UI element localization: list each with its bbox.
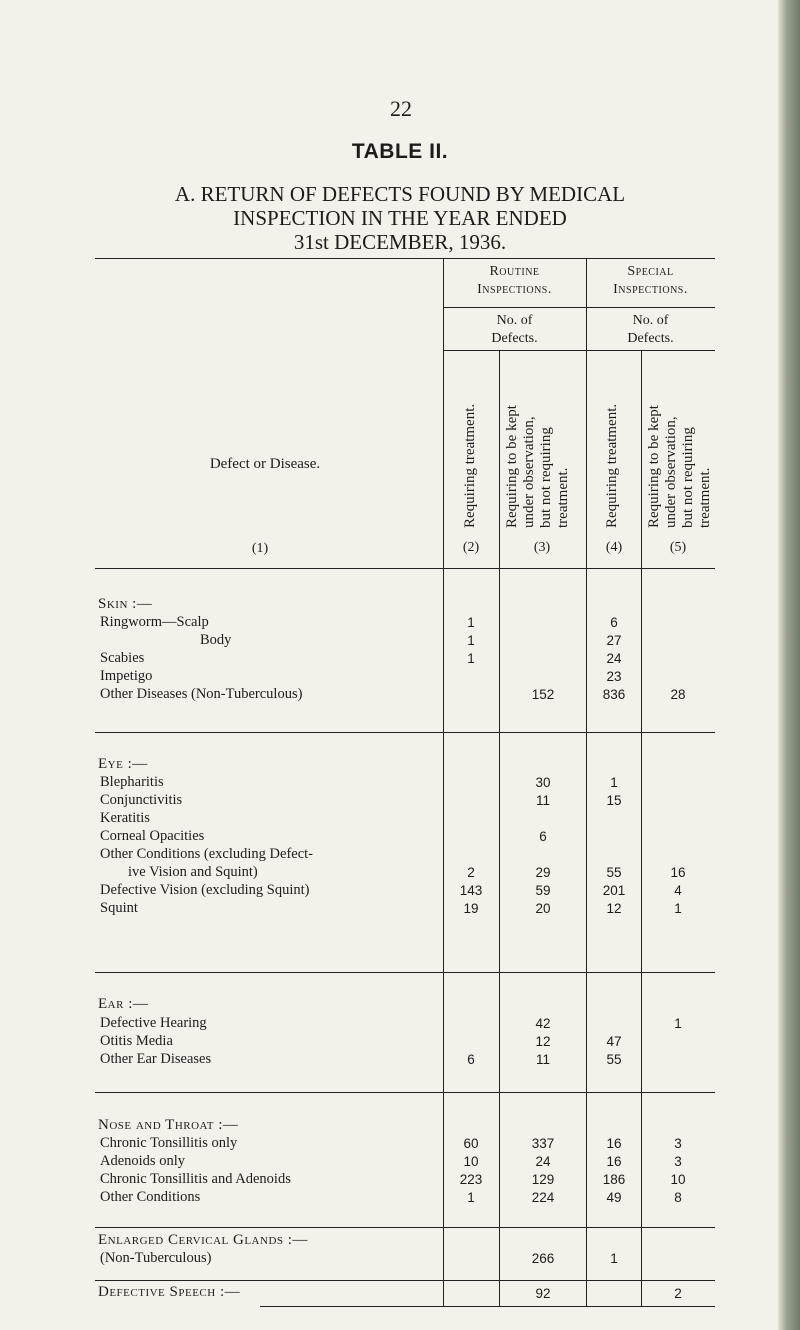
cell-c4: 27 xyxy=(606,633,622,648)
cell-c3: 24 xyxy=(535,1154,551,1169)
cell-c4: 1 xyxy=(610,775,618,790)
cell-c4: 55 xyxy=(606,865,622,880)
row-label: Scabies xyxy=(100,650,145,666)
cell-c5: 3 xyxy=(674,1136,682,1151)
cell-c5: 3 xyxy=(674,1154,682,1169)
row-label: Conjunctivitis xyxy=(100,792,183,808)
cell-c3: 129 xyxy=(531,1172,555,1187)
cell-c4: 15 xyxy=(606,793,622,808)
special-no-of: No. of xyxy=(632,313,669,328)
col-5-header-line-4: treatment. xyxy=(697,467,713,528)
subgroup-rule xyxy=(443,350,715,351)
cell-c4: 836 xyxy=(602,687,626,702)
col-2-number: (2) xyxy=(462,540,480,555)
cell-c2: 1 xyxy=(467,633,475,648)
heading-line-3: 31st DECEMBER, 1936. xyxy=(293,230,507,254)
row-label: Other Ear Diseases xyxy=(100,1051,212,1067)
cell-c2: 19 xyxy=(463,901,479,916)
routine-header-1: Routine xyxy=(489,264,540,279)
cell-c3: 152 xyxy=(531,687,555,702)
heading-line-2: INSPECTION IN THE YEAR ENDED xyxy=(233,206,567,230)
cell-c5: 10 xyxy=(670,1172,686,1187)
cell-c3: 20 xyxy=(535,901,551,916)
special-header-2: Inspections. xyxy=(613,282,688,297)
special-defects: Defects. xyxy=(627,331,674,346)
cell-c2: 143 xyxy=(459,883,483,898)
row-label: Other Diseases (Non-Tuberculous) xyxy=(100,686,303,702)
cell-c2: 1 xyxy=(467,651,475,666)
cell-c3: 337 xyxy=(531,1136,555,1151)
col-3-number: (3) xyxy=(533,540,551,555)
section-glands: Enlarged Cervical Glands :— xyxy=(98,1232,308,1248)
page-number: 22 xyxy=(390,96,412,121)
col-3-header-line-3: but not requiring xyxy=(538,427,554,528)
cell-c4: 186 xyxy=(602,1172,626,1187)
cell-c2: 60 xyxy=(463,1136,479,1151)
col-4-number: (4) xyxy=(605,540,623,555)
col-3-header-line-1: Requiring to be kept xyxy=(504,405,520,528)
cell-c4: 12 xyxy=(606,901,622,916)
cell-c2: 2 xyxy=(467,865,475,880)
cell-c3: 266 xyxy=(531,1251,555,1266)
row-label: Otitis Media xyxy=(100,1033,173,1049)
col-1-number: (1) xyxy=(251,541,269,556)
row-label: ive Vision and Squint) xyxy=(128,864,258,880)
row-label: (Non-Tuberculous) xyxy=(100,1250,212,1266)
section-ear: Ear :— xyxy=(98,996,149,1012)
row-label: Impetigo xyxy=(100,668,153,684)
row-label: Body xyxy=(200,632,232,648)
row-label: Defective Vision (excluding Squint) xyxy=(100,882,310,898)
cell-c5: 8 xyxy=(674,1190,682,1205)
col-5-number: (5) xyxy=(669,540,687,555)
cell-c2: 223 xyxy=(459,1172,483,1187)
defect-column-header: Defect or Disease. xyxy=(209,456,321,472)
cell-c4: 23 xyxy=(606,669,622,684)
cell-c5: 28 xyxy=(670,687,686,702)
col-2-header: Requiring treatment. xyxy=(462,403,478,528)
cell-c5: 1 xyxy=(674,1016,682,1031)
cell-c5: 4 xyxy=(674,883,682,898)
cell-c4: 6 xyxy=(610,615,618,630)
cell-c3: 92 xyxy=(535,1286,551,1301)
routine-header-2: Inspections. xyxy=(477,282,552,297)
row-label: Chronic Tonsillitis and Adenoids xyxy=(100,1171,291,1187)
cell-c3: 29 xyxy=(535,865,551,880)
cell-c2: 10 xyxy=(463,1154,479,1169)
table-top-rule xyxy=(95,258,715,259)
row-label: Other Conditions xyxy=(100,1189,201,1205)
special-header-1: Special xyxy=(627,264,674,279)
col-5-header-line-3: but not requiring xyxy=(680,427,696,528)
cell-c2: 6 xyxy=(467,1052,475,1067)
row-label: Corneal Opacities xyxy=(100,828,205,844)
header-bottom-rule xyxy=(95,568,715,569)
cell-c4: 16 xyxy=(606,1154,622,1169)
cell-c4: 49 xyxy=(606,1190,622,1205)
row-label: Blepharitis xyxy=(100,774,164,790)
cell-c3: 30 xyxy=(535,775,551,790)
nose-end-rule xyxy=(95,1227,715,1228)
table-bottom-rule xyxy=(260,1306,715,1307)
cell-c4: 201 xyxy=(602,883,626,898)
cell-c3: 6 xyxy=(539,829,547,844)
row-label: Adenoids only xyxy=(100,1153,185,1169)
col-3-header-line-4: treatment. xyxy=(555,467,571,528)
cell-c4: 55 xyxy=(606,1052,622,1067)
cell-c3: 11 xyxy=(535,1052,550,1067)
section-speech: Defective Speech :— xyxy=(98,1284,241,1300)
cell-c3: 42 xyxy=(535,1016,551,1031)
cell-c2: 1 xyxy=(467,615,475,630)
cell-c3: 11 xyxy=(535,793,550,808)
group-rule xyxy=(443,307,715,308)
cell-c3: 224 xyxy=(531,1190,555,1205)
cell-c3: 59 xyxy=(535,883,551,898)
cell-c3: 12 xyxy=(535,1034,551,1049)
skin-end-rule xyxy=(95,732,715,733)
section-skin: Skin :— xyxy=(98,596,153,612)
row-label: Other Conditions (excluding Defect- xyxy=(100,846,314,862)
routine-no-of: No. of xyxy=(496,313,533,328)
ear-end-rule xyxy=(95,1092,715,1093)
row-label: Chronic Tonsillitis only xyxy=(100,1135,238,1151)
col-3-header-line-2: under observation, xyxy=(521,416,537,528)
row-label: Defective Hearing xyxy=(100,1015,207,1031)
col-4-header: Requiring treatment. xyxy=(604,403,620,528)
glands-end-rule xyxy=(95,1280,715,1281)
row-label: Squint xyxy=(100,900,138,916)
cell-c4: 24 xyxy=(606,651,622,666)
row-label: Keratitis xyxy=(100,810,150,826)
cell-c5: 2 xyxy=(674,1286,682,1301)
row-label: Ringworm—Scalp xyxy=(100,614,209,630)
heading-line-1: A. RETURN OF DEFECTS FOUND BY MEDICAL xyxy=(174,182,626,206)
col-5-header-line-1: Requiring to be kept xyxy=(646,405,662,528)
eye-end-rule xyxy=(95,972,715,973)
col-5-header-line-2: under observation, xyxy=(663,416,679,528)
cell-c4: 16 xyxy=(606,1136,622,1151)
cell-c4: 47 xyxy=(606,1034,622,1049)
cell-c5: 1 xyxy=(674,901,682,916)
section-nose-throat: Nose and Throat :— xyxy=(98,1117,239,1133)
cell-c2: 1 xyxy=(467,1190,475,1205)
table-title: TABLE II. xyxy=(351,140,449,163)
cell-c4: 1 xyxy=(610,1251,618,1266)
routine-defects: Defects. xyxy=(491,331,538,346)
cell-c5: 16 xyxy=(670,865,686,880)
section-eye: Eye :— xyxy=(98,756,148,772)
